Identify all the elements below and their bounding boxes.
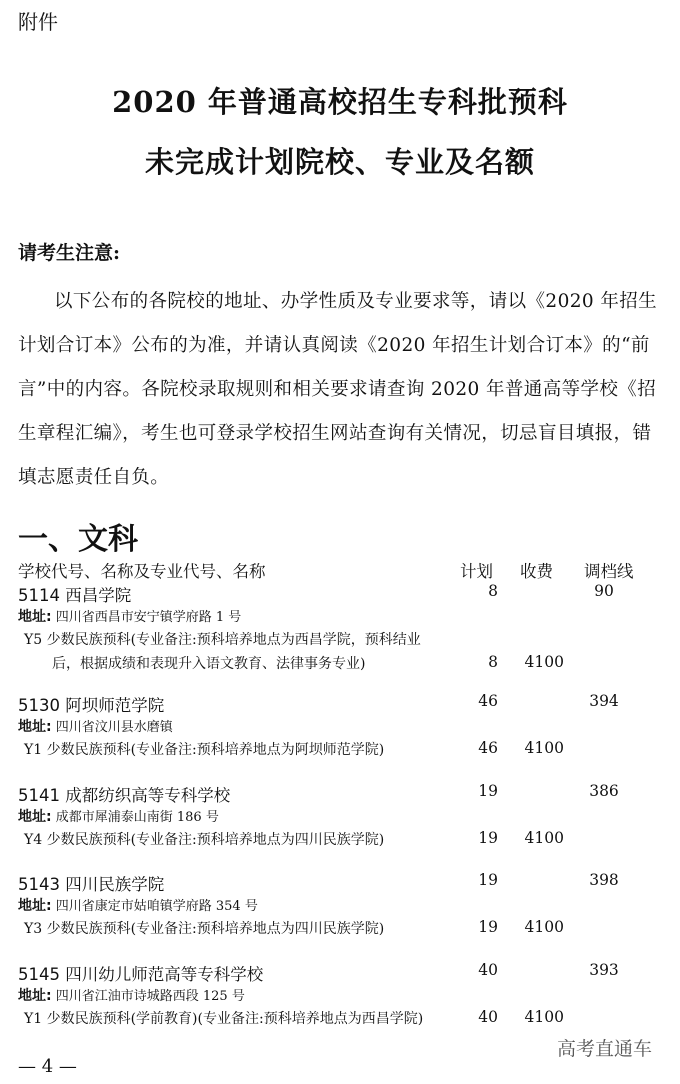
major-plan: 46 (478, 739, 498, 757)
school-plan: 8 (488, 582, 498, 600)
major-fee: 4100 (524, 918, 564, 936)
school-plan: 19 (478, 782, 498, 800)
school-plan: 40 (478, 961, 498, 979)
table-header-fee: 收费 (520, 562, 553, 581)
address-value: 四川省康定市姑咱镇学府路 354 号 (55, 899, 258, 914)
attachment-label: 附件 (18, 10, 58, 34)
school-line: 394 (589, 692, 619, 710)
major-plan: 19 (478, 829, 498, 847)
notice-paragraph-text: 以下公布的各院校的地址、办学性质及专业要求等，请以《2020 年招生计划合订本》公布的为准，并请认真阅读《2020 年招生计划合订本》的“前言”中的内容。各院校录取规则和相关要求请查询 2020 年普通高等学校《招生章程汇编》，考生也可登录学校招生网站查询有关情况，切忌盲目填报，错填志愿责任自负。 (18, 291, 658, 488)
school-line: 398 (589, 871, 619, 889)
address-label: 地址: (18, 719, 52, 735)
major-fee: 4100 (524, 1008, 564, 1026)
school-plan: 46 (478, 692, 498, 710)
school-name: 5145 四川幼儿师范高等专科学校 (18, 965, 264, 984)
school-name: 5141 成都纺织高等专科学校 (18, 786, 231, 805)
notice-heading: 请考生注意: (18, 242, 121, 264)
major-plan: 40 (478, 1008, 498, 1026)
address-value: 四川省江油市诗城路西段 125 号 (55, 989, 245, 1004)
major-entry: Y5 少数民族预科(专业备注:预科培养地点为西昌学院，预科结业 (24, 632, 421, 648)
school-address (18, 606, 241, 626)
table-header-plan: 计划 (460, 562, 493, 581)
major-fee: 4100 (524, 739, 564, 757)
address-value: 四川省汶川县水磨镇 (55, 720, 173, 735)
major-entry: Y4 少数民族预科(专业备注:预科培养地点为四川民族学院) (24, 832, 385, 848)
school-name: 5114 西昌学院 (18, 586, 132, 605)
school-address (18, 806, 219, 826)
address-value: 四川省西昌市安宁镇学府路 1 号 (55, 610, 242, 625)
school-line: 393 (589, 961, 619, 979)
address-value: 成都市犀浦泰山南街 186 号 (55, 810, 219, 825)
school-address (18, 895, 258, 915)
school-address (18, 716, 173, 736)
page-number: — 4 — (18, 1056, 77, 1077)
address-label: 地址: (18, 898, 52, 914)
major-entry: Y1 少数民族预科(学前教育)(专业备注:预科培养地点为西昌学院) (24, 1011, 424, 1027)
notice-paragraph (18, 280, 663, 500)
major-entry: Y3 少数民族预科(专业备注:预科培养地点为四川民族学院) (24, 921, 385, 937)
school-line: 90 (594, 582, 614, 600)
major-entry: Y1 少数民族预科(专业备注:预科培养地点为阿坝师范学院) (24, 742, 385, 758)
school-name: 5130 阿坝师范学院 (18, 696, 165, 715)
watermark: 高考直通车 (556, 1038, 652, 1060)
major-fee: 4100 (524, 829, 564, 847)
page-title-line-2: 未完成计划院校、专业及名额 (144, 145, 535, 179)
major-plan: 8 (488, 653, 498, 671)
school-name: 5143 四川民族学院 (18, 875, 165, 894)
table-header-line: 调档线 (584, 562, 634, 581)
section-title: 一、文科 (18, 522, 138, 557)
table-header-name: 学校代号、名称及专业代号、名称 (18, 562, 266, 581)
address-label: 地址: (18, 988, 52, 1004)
address-label: 地址: (18, 809, 52, 825)
major-fee: 4100 (524, 653, 564, 671)
major-entry-continued: 后，根据成绩和表现升入语文教育、法律事务专业) (52, 656, 366, 672)
school-plan: 19 (478, 871, 498, 889)
page-title-line-1: 2020 年普通高校招生专科批预科 (112, 85, 568, 119)
major-plan: 19 (478, 918, 498, 936)
school-address (18, 985, 245, 1005)
address-label: 地址: (18, 609, 52, 625)
school-line: 386 (589, 782, 619, 800)
